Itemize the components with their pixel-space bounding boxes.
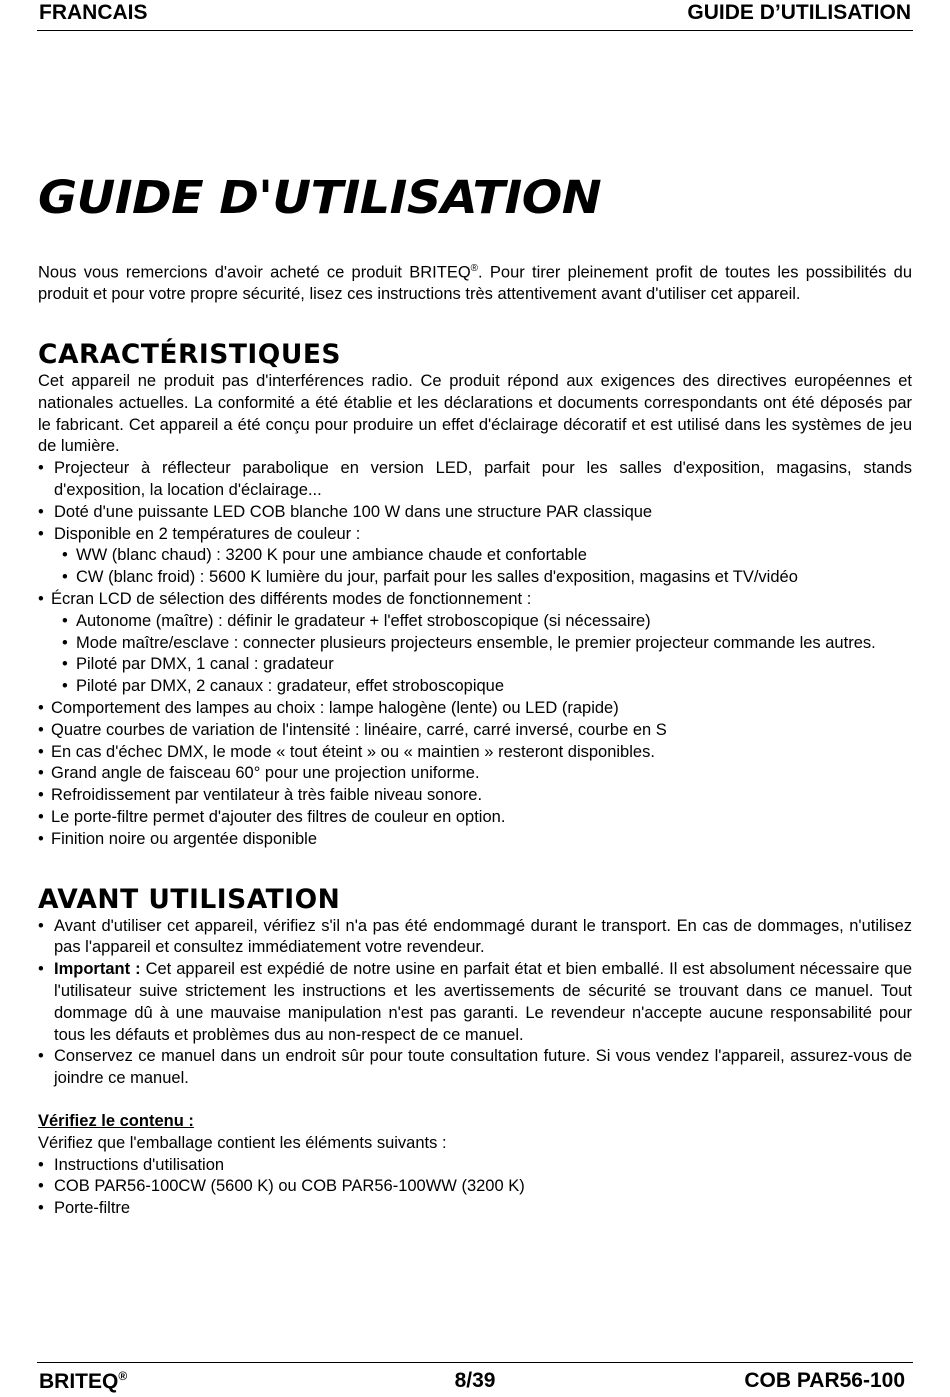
list-item: • Grand angle de faisceau 60° pour une projection uniforme. [38,763,912,785]
list-subitem: • Piloté par DMX, 1 canal : gradateur [38,654,912,676]
intro-text-end: . Pour tirer pleinement profit de toutes les possibilités du produit et pour votre propre sécurité, lisez ces instructions très attentivement avant d'utiliser cet appareil. [38,263,913,304]
list-item: • Instructions d'utilisation [38,1155,912,1177]
list-item: • COB PAR56-100CW (5600 K) ou COB PAR56-100WW (3200 K) [38,1176,912,1198]
important-text: Cet appareil est expédié de notre usine en parfait état et bien emballé. Il est absolument nécessaire que l'utilisateur suive strictement les instructions et les avertissements de sécurité se trouvant dans ce manuel. Tout dommage dû à une mauvaise manipulation n'est pas garanti. Le revendeur n'accepte aucune responsabilité pour tous les défauts et problèmes dus au non-respect de ce manuel. [54,960,912,1044]
list-item: • Conservez ce manuel dans un endroit sûr pour toute consultation future. Si vous vendez l'appareil, assurez-vous de joindre ce manuel. [38,1046,912,1090]
list-subitem: • WW (blanc chaud) : 3200 K pour une ambiance chaude et confortable [38,545,912,567]
check-contents-title: Vérifiez le contenu : [38,1112,194,1130]
page-content [38,168,912,1220]
footer-registered-mark: ® [118,1369,128,1383]
brand-name: BRITEQ [39,1370,119,1393]
features-heading: CARACTÉRISTIQUES [38,339,342,371]
list-item: • Comportement des lampes au choix : lampe halogène (lente) ou LED (rapide) [38,698,912,720]
contents-list [38,1155,912,1220]
check-contents-intro: Vérifiez que l'emballage contient les éléments suivants : [38,1133,447,1152]
list-item: • Avant d'utiliser cet appareil, vérifiez s'il n'a pas été endommagé durant le transport. En cas de dommages, n'utilisez pas l'appareil et consultez immédiatement votre revendeur. [38,916,912,960]
list-subitem: • Piloté par DMX, 2 canaux : gradateur, effet stroboscopique [38,676,912,698]
list-item: • En cas d'échec DMX, le mode « tout éteint » ou « maintien » resteront disponibles. [38,742,912,764]
list-item: • Doté d'une puissante LED COB blanche 100 W dans une structure PAR classique [38,502,912,524]
list-item: • Quatre courbes de variation de l'intensité : linéaire, carré, carré inversé, courbe en S [38,720,912,742]
page-footer [37,1362,913,1397]
footer-model: COB PAR56-100 [744,1369,905,1392]
list-item: • Écran LCD de sélection des différents modes de fonctionnement : [38,589,912,611]
list-item: • Refroidissement par ventilateur à très faible niveau sonore. [38,785,912,807]
important-label: Important : [54,960,141,979]
page-title: GUIDE D'UTILISATION [38,171,602,224]
registered-mark: ® [470,263,479,274]
features-paragraph: Cet appareil ne produit pas d'interférences radio. Ce produit répond aux exigences des directives européennes et nationales actuelles. La conformité a été établie et les déclarations et documents correspondants ont été déposés par le fabricant. Cet appareil a été conçu pour produire un effet d'éclairage décoratif et est utilisé dans les systèmes de jeu de lumière. [38,372,912,456]
list-subitem: • Mode maître/esclave : connecter plusieurs projecteurs ensemble, le premier projecteur commande les autres. [38,633,912,655]
header-doc-title: GUIDE D’UTILISATION [687,1,911,24]
intro-text-start: Nous vous remercions d'avoir acheté ce produit BRITEQ [38,263,471,282]
list-item-important [38,959,912,1046]
before-use-heading: AVANT UTILISATION [38,883,341,915]
header-language: FRANCAIS [39,1,148,24]
list-item: • Finition noire ou argentée disponible [38,829,912,851]
list-item: • Le porte-filtre permet d'ajouter des filtres de couleur en option. [38,807,912,829]
list-item: • Projecteur à réflecteur parabolique en version LED, parfait pour les salles d'exposition, magasins, stands d'exposition, la location d'éclairage... [38,458,912,502]
list-item: • Porte-filtre [38,1198,912,1220]
list-subitem: • Autonome (maître) : définir le gradateur + l'effet stroboscopique (si nécessaire) [38,611,912,633]
before-use-list [38,916,912,1090]
page-number: 8/39 [454,1369,496,1392]
page-header [37,0,913,31]
list-item: • Disponible en 2 températures de couleur : [38,524,912,546]
list-subitem: • CW (blanc froid) : 5600 K lumière du jour, parfait pour les salles d'exposition, magasins et TV/vidéo [38,567,912,589]
features-list [38,458,912,850]
intro-paragraph [38,258,912,306]
